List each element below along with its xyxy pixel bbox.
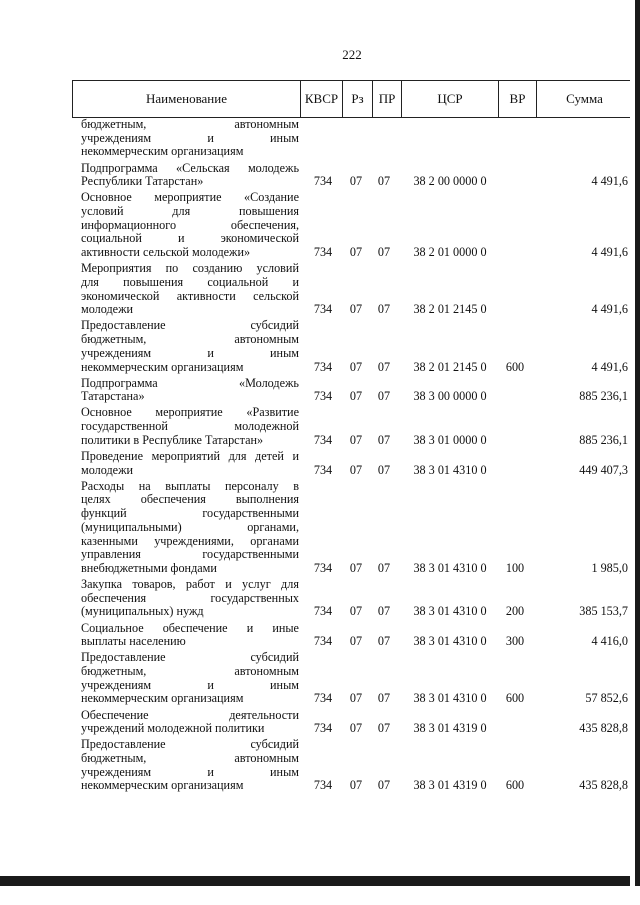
row-name-line: бюджетным, автономным xyxy=(81,751,299,766)
cell-sum: 435 828,8 xyxy=(579,721,628,736)
cell-csr: 38 3 01 4310 0 xyxy=(413,691,487,706)
cell-pr: 07 xyxy=(377,691,391,706)
row-name xyxy=(72,191,299,260)
cell-csr: 38 3 01 4310 0 xyxy=(413,604,487,619)
row-name-line: бюджетным, автономным xyxy=(81,332,299,347)
cell-csr: 38 2 01 2145 0 xyxy=(413,359,487,374)
row-name xyxy=(72,738,299,793)
page-number: 222 xyxy=(342,47,362,62)
row-name-line: Основное мероприятие «Развитие xyxy=(81,405,299,420)
row-name-line: выплаты населению xyxy=(81,634,186,649)
row-name-line: Республики Татарстан» xyxy=(81,174,204,189)
row-name-line: целях обеспечения выполнения xyxy=(81,492,299,507)
cell-kvsr: 734 xyxy=(313,634,333,649)
row-name-line: для повышения социальной и xyxy=(81,274,299,289)
row-name-line: информационного обеспечения, xyxy=(81,217,299,232)
cell-vr: 600 xyxy=(505,778,525,793)
table-row xyxy=(72,406,634,447)
row-name-line: Татарстана» xyxy=(81,389,145,404)
cell-sum: 4 491,6 xyxy=(591,245,628,260)
row-name-line: бюджетным, автономным xyxy=(81,117,299,131)
row-name-line: активности сельской молодежи» xyxy=(81,245,251,260)
cell-sum: 885 236,1 xyxy=(579,389,628,404)
row-name xyxy=(72,651,299,706)
cell-kvsr: 734 xyxy=(313,604,333,619)
cell-sum: 885 236,1 xyxy=(579,432,628,447)
cell-pr: 07 xyxy=(377,174,391,189)
table-row xyxy=(72,162,634,189)
cell-sum: 4 491,6 xyxy=(591,359,628,374)
cell-csr: 38 2 01 2145 0 xyxy=(413,302,487,317)
row-name-line: (муниципальных) нужд xyxy=(81,604,204,619)
cell-pr: 07 xyxy=(377,604,391,619)
row-name xyxy=(72,162,299,189)
row-name xyxy=(72,319,299,374)
cell-csr: 38 3 00 0000 0 xyxy=(413,389,487,404)
cell-sum: 449 407,3 xyxy=(579,462,628,477)
row-name-line: социальной и экономической xyxy=(81,231,299,246)
row-name-line: Предоставление субсидий xyxy=(81,737,299,752)
table-row xyxy=(72,480,634,576)
cell-sum: 1 985,0 xyxy=(591,560,628,575)
row-name-line: учреждениям и иным xyxy=(81,345,299,360)
cell-vr: 200 xyxy=(505,604,525,619)
row-name-line: учреждениям и иным xyxy=(81,764,299,779)
cell-pr: 07 xyxy=(377,302,391,317)
table-row xyxy=(72,191,634,260)
row-name-line: молодежи xyxy=(81,462,134,477)
row-name-line: Социальное обеспечение и иные xyxy=(81,620,299,635)
cell-kvsr: 734 xyxy=(313,560,333,575)
row-name xyxy=(72,709,299,736)
table-row xyxy=(72,738,634,793)
cell-kvsr: 734 xyxy=(313,302,333,317)
cell-kvsr: 734 xyxy=(313,721,333,736)
cell-pr: 07 xyxy=(377,721,391,736)
row-name-line: некоммерческим организациям xyxy=(81,359,244,374)
row-name xyxy=(72,377,299,404)
header-sum: Сумма xyxy=(536,81,632,117)
row-name xyxy=(72,450,299,477)
row-name-line: Обеспечение деятельности xyxy=(81,707,299,722)
cell-sum: 4 491,6 xyxy=(591,174,628,189)
row-name-line: некоммерческим организациям xyxy=(81,144,244,159)
cell-pr: 07 xyxy=(377,462,391,477)
cell-pr: 07 xyxy=(377,560,391,575)
cell-kvsr: 734 xyxy=(313,691,333,706)
row-name-line: внебюджетными фондами xyxy=(81,560,217,575)
row-name-line: бюджетным, автономным xyxy=(81,664,299,679)
table-body xyxy=(72,118,634,793)
cell-rz: 07 xyxy=(349,604,363,619)
row-name-line: учреждениям и иным xyxy=(81,677,299,692)
row-name-line: Мероприятия по созданию условий xyxy=(81,261,299,276)
row-name xyxy=(72,406,299,447)
cell-rz: 07 xyxy=(349,721,363,736)
row-name-line: Предоставление субсидий xyxy=(81,318,299,333)
row-name xyxy=(72,480,299,576)
table-row xyxy=(72,377,634,404)
row-name xyxy=(72,622,299,649)
cell-csr: 38 3 01 4310 0 xyxy=(413,634,487,649)
right-border xyxy=(630,0,640,886)
cell-vr: 600 xyxy=(505,691,525,706)
header-pr: ПР xyxy=(372,81,401,117)
row-name-line: условий для повышения xyxy=(81,204,299,218)
cell-sum: 385 153,7 xyxy=(579,604,628,619)
cell-rz: 07 xyxy=(349,245,363,260)
header-csr: ЦСР xyxy=(401,81,498,117)
cell-kvsr: 734 xyxy=(313,778,333,793)
row-name-line: (муниципальными) органами, xyxy=(81,519,299,534)
cell-rz: 07 xyxy=(349,462,363,477)
cell-pr: 07 xyxy=(377,432,391,447)
row-name-line: казенными учреждениями, органами xyxy=(81,533,299,548)
cell-sum: 57 852,6 xyxy=(585,691,628,706)
cell-pr: 07 xyxy=(377,778,391,793)
row-name-line: некоммерческим организациям xyxy=(81,778,244,793)
cell-rz: 07 xyxy=(349,778,363,793)
cell-rz: 07 xyxy=(349,174,363,189)
cell-pr: 07 xyxy=(377,359,391,374)
cell-rz: 07 xyxy=(349,560,363,575)
cell-csr: 38 3 01 4319 0 xyxy=(413,721,487,736)
row-name-line: молодежи xyxy=(81,302,134,317)
row-name-line: Подпрограмма «Молодежь xyxy=(81,375,299,390)
cell-csr: 38 3 01 4319 0 xyxy=(413,778,487,793)
bottom-border xyxy=(0,876,640,886)
cell-csr: 38 3 01 0000 0 xyxy=(413,432,487,447)
cell-kvsr: 734 xyxy=(313,432,333,447)
row-name-line: Проведение мероприятий для детей и xyxy=(81,448,299,463)
row-name-line: учреждениям и иным xyxy=(81,130,299,145)
cell-rz: 07 xyxy=(349,634,363,649)
row-name-line: Основное мероприятие «Создание xyxy=(81,190,299,205)
row-name-line: Расходы на выплаты персоналу в xyxy=(81,478,299,493)
table-header xyxy=(72,80,634,118)
header-rz: Рз xyxy=(342,81,372,117)
cell-pr: 07 xyxy=(377,634,391,649)
table-row xyxy=(72,319,634,374)
cell-csr: 38 3 01 4310 0 xyxy=(413,462,487,477)
cell-kvsr: 734 xyxy=(313,389,333,404)
cell-csr: 38 2 00 0000 0 xyxy=(413,174,487,189)
row-name-line: обеспечения государственных xyxy=(81,590,299,605)
cell-rz: 07 xyxy=(349,302,363,317)
table-row xyxy=(72,622,634,649)
cell-sum: 4 416,0 xyxy=(591,634,628,649)
cell-pr: 07 xyxy=(377,245,391,260)
cell-kvsr: 734 xyxy=(313,245,333,260)
row-name-line: некоммерческим организациям xyxy=(81,691,244,706)
row-name-line: учреждений молодежной политики xyxy=(81,721,265,736)
table-row xyxy=(72,578,634,619)
cell-vr: 600 xyxy=(505,359,525,374)
row-name xyxy=(72,118,299,159)
table-row xyxy=(72,262,634,317)
cell-rz: 07 xyxy=(349,389,363,404)
cell-pr: 07 xyxy=(377,389,391,404)
header-kvsr: КВСР xyxy=(300,81,342,117)
row-name-line: государственной молодежной xyxy=(81,419,299,434)
row-name-line: Предоставление субсидий xyxy=(81,650,299,665)
row-name-line: Подпрограмма «Сельская молодежь xyxy=(81,160,299,175)
cell-rz: 07 xyxy=(349,359,363,374)
cell-csr: 38 3 01 4310 0 xyxy=(413,560,487,575)
cell-rz: 07 xyxy=(349,432,363,447)
cell-vr: 300 xyxy=(505,634,525,649)
cell-kvsr: 734 xyxy=(313,462,333,477)
row-name xyxy=(72,578,299,619)
table-row xyxy=(72,709,634,736)
cell-sum: 4 491,6 xyxy=(591,302,628,317)
budget-table xyxy=(72,80,634,796)
row-name-line: политики в Республике Татарстан» xyxy=(81,432,264,447)
cell-rz: 07 xyxy=(349,691,363,706)
row-name-line: Закупка товаров, работ и услуг для xyxy=(81,577,299,592)
row-name xyxy=(72,262,299,317)
row-name-line: функций государственными xyxy=(81,506,299,521)
cell-csr: 38 2 01 0000 0 xyxy=(413,245,487,260)
cell-kvsr: 734 xyxy=(313,359,333,374)
table-row xyxy=(72,651,634,706)
table-row xyxy=(72,118,634,159)
cell-vr: 100 xyxy=(505,560,525,575)
header-vr: ВР xyxy=(498,81,536,117)
row-name-line: экономической активности сельской xyxy=(81,288,299,303)
table-row xyxy=(72,450,634,477)
cell-sum: 435 828,8 xyxy=(579,778,628,793)
row-name-line: управления государственными xyxy=(81,547,299,562)
header-name: Наименование xyxy=(146,91,227,106)
cell-kvsr: 734 xyxy=(313,174,333,189)
